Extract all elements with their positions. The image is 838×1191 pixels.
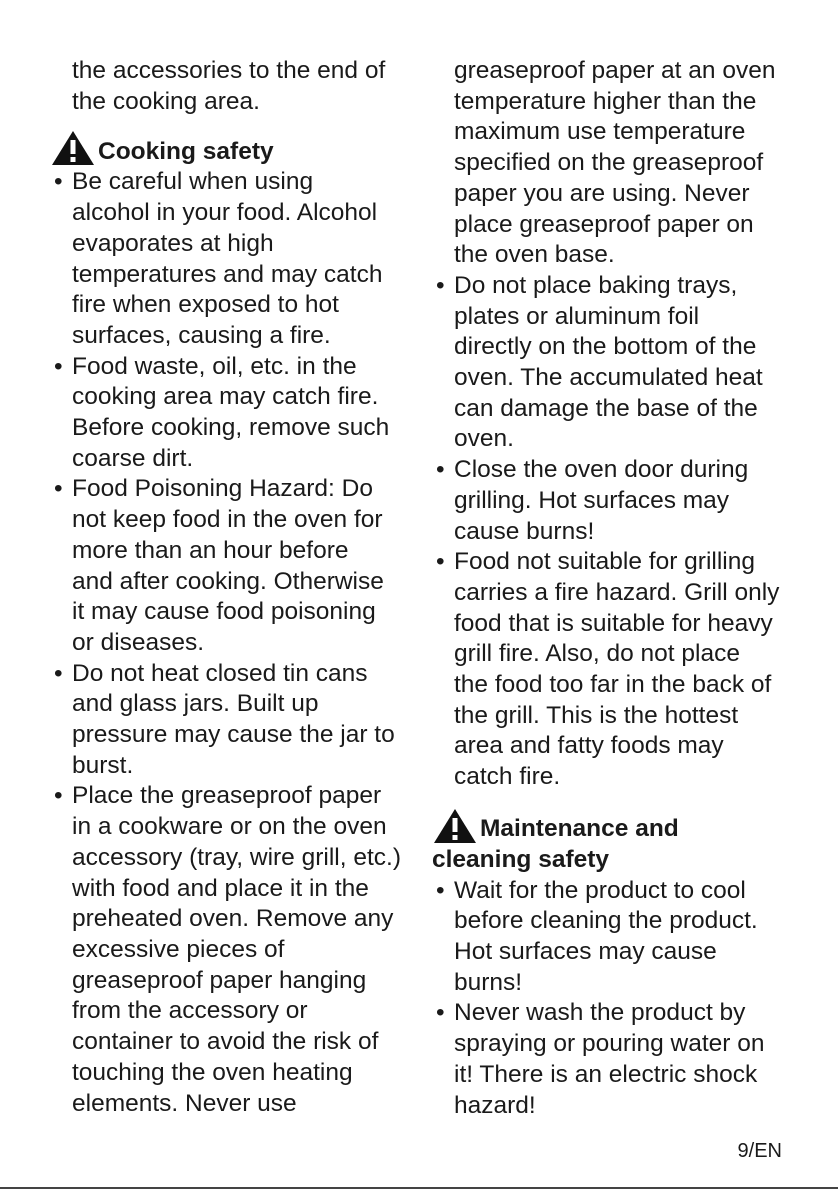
maintenance-safety-title-line2: cleaning safety [432,845,610,873]
bullet: • [54,352,63,380]
list-item: • Do not place baking trays, plates or aluminum foil directly on the bottom of the oven. The accumulated heat can damage the base of the oven. [436,271,763,453]
page-number: 9/EN [737,1140,782,1162]
bullet: • [436,999,445,1027]
bullet: • [54,168,63,196]
bullet: • [54,659,63,687]
bullet: • [436,456,445,484]
warning-triangle-icon [50,129,96,167]
footer-rule [0,1187,838,1189]
bullet: • [436,548,445,576]
list-item: • Food waste, oil, etc. in the cooking area may catch fire. Before cooking, remove such coarse dirt. [54,352,390,472]
list-item: • Wait for the product to cool before cleaning the product. Hot surfaces may cause burns! [436,876,758,996]
maintenance-safety-heading [432,807,832,845]
right-column [432,56,832,1121]
bullet: • [54,475,63,503]
bullet: • [436,876,445,904]
list-item: • Food Poisoning Hazard: Do not keep food in the oven for more than an hour before and after cooking. Otherwise it may cause food poisoning or diseases. [54,475,384,656]
cooking-safety-heading [50,129,425,167]
bullet: • [54,782,63,810]
intro-continuation: the accessories to the end of the cooking area. [72,57,386,115]
maintenance-safety-title-line1: Maintenance and [480,815,679,843]
greaseproof-continuation: greaseproof paper at an oven temperature higher than the maximum use temperature specified on the greaseproof paper you are using. Never place greaseproof paper on the oven base. [454,57,776,269]
list-item: • Close the oven door during grilling. Hot surfaces may cause burns! [436,456,749,545]
list-item: • Never wash the product by spraying or pouring water on it! There is an electric shock hazard! [436,999,765,1119]
list-item: • Place the greaseproof paper in a cookware or on the oven accessory (tray, wire grill, etc.) with food and place it in the preheated oven. Remove any excessive pieces of greaseproof paper hanging from the accessory or container to avoid the risk of touching the oven heating elements. Never use [54,782,401,1117]
cooking-safety-list [50,167,425,1119]
left-column [50,56,425,1119]
list-item: • Food not suitable for grilling carries a fire hazard. Grill only food that is suitable for heavy grill fire. Also, do not place the food too far in the back of the grill. This is the hottest area and fatty foods may catch fire. [436,548,780,791]
maintenance-safety-list [432,876,832,1122]
bullet: • [436,271,445,299]
warning-triangle-icon [432,807,478,845]
list-item: • Do not heat closed tin cans and glass jars. Built up pressure may cause the jar to burst. [54,659,395,779]
list-item: • Be careful when using alcohol in your food. Alcohol evaporates at high temperatures and may catch fire when exposed to hot surfaces, causing a fire. [54,168,383,349]
cooking-safety-title: Cooking safety [98,137,274,165]
cooking-safety-list-continued [432,271,832,793]
